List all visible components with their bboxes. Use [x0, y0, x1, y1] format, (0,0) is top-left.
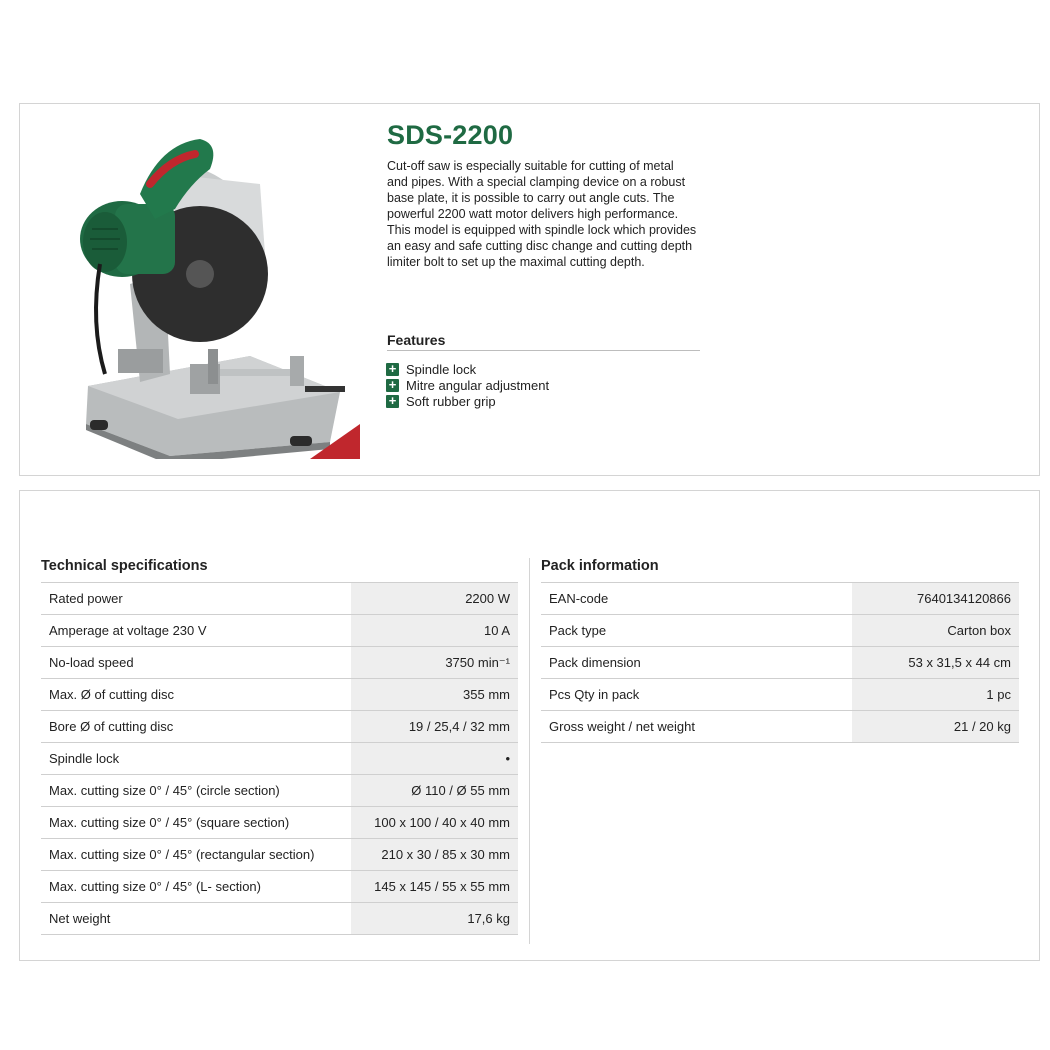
- table-row: [41, 871, 518, 903]
- table-row: [541, 583, 1019, 615]
- spec-value: 100 x 100 / 40 x 40 mm: [351, 807, 518, 839]
- table-row: [541, 615, 1019, 647]
- cut-off-saw-image: [60, 124, 360, 459]
- spec-label: Max. Ø of cutting disc: [41, 679, 351, 711]
- product-overview-card: [19, 103, 1040, 476]
- table-row: [41, 775, 518, 807]
- spec-value: 210 x 30 / 85 x 30 mm: [351, 839, 518, 871]
- spec-value: Ø 110 / Ø 55 mm: [351, 775, 518, 807]
- spec-value: 3750 min⁻¹: [351, 647, 518, 679]
- plus-icon: +: [386, 395, 399, 408]
- spec-label: Net weight: [41, 903, 351, 935]
- section-divider: [529, 558, 530, 944]
- technical-specifications-table: [41, 582, 518, 935]
- pack-value: Carton box: [852, 615, 1019, 647]
- feature-item: [386, 393, 549, 409]
- spec-label: Max. cutting size 0° / 45° (square section): [41, 807, 351, 839]
- pack-value: 21 / 20 kg: [852, 711, 1019, 743]
- table-row: [41, 679, 518, 711]
- plus-icon: +: [386, 379, 399, 392]
- spec-value: 10 A: [351, 615, 518, 647]
- spec-label: Spindle lock: [41, 743, 351, 775]
- spec-value: 2200 W: [351, 583, 518, 615]
- spec-value: 355 mm: [351, 679, 518, 711]
- pack-label: Pcs Qty in pack: [541, 679, 852, 711]
- feature-label: Spindle lock: [406, 361, 477, 377]
- feature-label: Soft rubber grip: [406, 393, 496, 409]
- specifications-card: [19, 490, 1040, 961]
- feature-item: [386, 361, 549, 377]
- table-row: [541, 647, 1019, 679]
- pack-information-table: [541, 582, 1019, 743]
- table-row: [541, 679, 1019, 711]
- table-row: [41, 743, 518, 775]
- feature-label: Mitre angular adjustment: [406, 377, 550, 393]
- pack-value: 1 pc: [852, 679, 1019, 711]
- technical-specifications-section: [41, 558, 518, 935]
- features-heading: Features: [387, 332, 700, 351]
- spec-label: Max. cutting size 0° / 45° (L- section): [41, 871, 351, 903]
- table-row: [41, 839, 518, 871]
- pack-value: 7640134120866: [852, 583, 1019, 615]
- spec-label: No-load speed: [41, 647, 351, 679]
- pack-label: EAN-code: [541, 583, 852, 615]
- table-row: [41, 807, 518, 839]
- product-description: Cut-off saw is especially suitable for cutting of metal and pipes. With a special clamping device on a robust base plate, it is possible to carry out angle cuts. The powerful 2200 watt motor delivers high performance. This model is equipped with spindle lock which provides an easy and safe cutting disc change and cutting depth limiter bolt to set up the maximal cutting depth.: [387, 159, 697, 269]
- technical-specifications-heading: Technical specifications: [41, 558, 208, 574]
- spec-value: 145 x 145 / 55 x 55 mm: [351, 871, 518, 903]
- table-row: [41, 647, 518, 679]
- feature-list: [386, 361, 549, 409]
- pack-label: Pack dimension: [541, 647, 852, 679]
- plus-icon: +: [386, 363, 399, 376]
- spec-value: 17,6 kg: [351, 903, 518, 935]
- spec-value: •: [351, 743, 518, 775]
- table-row: [41, 583, 518, 615]
- feature-item: [386, 377, 549, 393]
- pack-label: Pack type: [541, 615, 852, 647]
- spec-label: Amperage at voltage 230 V: [41, 615, 351, 647]
- pack-information-section: [541, 558, 1019, 743]
- pack-information-heading: Pack information: [541, 558, 659, 574]
- spec-value: 19 / 25,4 / 32 mm: [351, 711, 518, 743]
- table-row: [41, 711, 518, 743]
- table-row: [541, 711, 1019, 743]
- table-row: [41, 903, 518, 935]
- table-row: [41, 615, 518, 647]
- spec-label: Max. cutting size 0° / 45° (circle section): [41, 775, 351, 807]
- spec-label: Rated power: [41, 583, 351, 615]
- pack-value: 53 x 31,5 x 44 cm: [852, 647, 1019, 679]
- spec-label: Bore Ø of cutting disc: [41, 711, 351, 743]
- spec-label: Max. cutting size 0° / 45° (rectangular section): [41, 839, 351, 871]
- pack-label: Gross weight / net weight: [541, 711, 852, 743]
- product-title: SDS-2200: [387, 120, 514, 150]
